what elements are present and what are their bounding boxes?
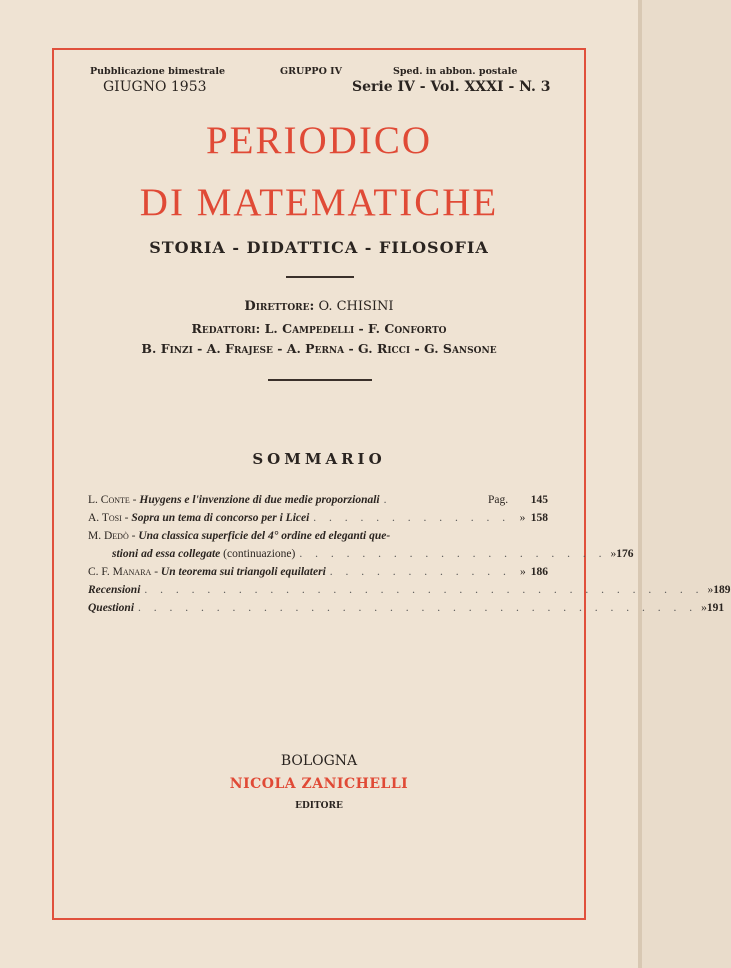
subtitle: STORIA - DIDATTICA - FILOSOFIA [149,238,489,257]
publisher-role: EDITORE [295,801,343,811]
page: 189 [713,584,731,596]
author: M. Dedò [88,530,129,542]
extra: (continuazione) [223,548,296,560]
title: Recensioni [88,584,141,596]
title: Sopra un tema di concorso per i Licei [131,512,310,524]
divider [286,276,354,278]
page-label: » [610,548,617,560]
divider [268,379,372,381]
page: 191 [706,602,725,614]
title: Questioni [88,602,135,614]
title-line1: PERIODICO [205,119,432,162]
toc-item: M. Dedò - Una classica superficie del 4° ordine ed eleganti que- [88,530,391,542]
toc-item: L. Conte - Huygens e l'invenzione di due medie proporzionali . Pag. 145 [88,494,548,506]
director-name: O. CHISINI [318,299,394,314]
publisher-name: NICOLA ZANICHELLI [229,776,409,792]
page-label: » [701,602,707,614]
page: 176 [616,548,634,560]
toc-item: Questioni . . . . . . . . . . . . . . . . . . . . . . . . . . . . . . . . . . . . » 191 [88,602,725,614]
table-of-contents [88,494,731,620]
author: A. Tosi [88,512,122,524]
toc-item: C. F. Manara - Un teorema sui triangoli equilateri . . . . . . . . . . . . » 186 [88,566,548,578]
page-label: Pag. [488,494,509,506]
director-label: Direttore: [244,299,315,314]
editors [52,321,586,336]
author: L. Conte [88,494,130,506]
page-label: » [519,566,526,578]
editors-label: Redattori: [191,321,261,336]
page: 145 [530,494,548,506]
toc-item: Recensioni . . . . . . . . . . . . . . . . . . . . . . . . . . . . . . . . . . . . » 189 [88,584,731,596]
postage: Sped. in abbon. postale [393,66,518,77]
page: 186 [530,566,548,578]
author: C. F. Manara [88,566,152,578]
director [52,299,586,314]
frequency: Pubblicazione bimestrale [90,66,225,77]
publisher-city: BOLOGNA [280,753,358,769]
series-volume: Serie IV - Vol. XXXI - N. 3 [352,79,551,95]
page-label: » [707,584,714,596]
page: 158 [530,512,548,524]
title: Huygens e l'invenzione di due medie proporzionali [139,494,380,506]
title: Un teorema sui triangoli equilateri [160,566,326,578]
title2: stioni ad essa collegate [112,548,221,560]
issue-date: GIUGNO 1953 [103,79,207,95]
group: GRUPPO IV [280,66,342,77]
title: Una classica superficie del 4° ordine ed eleganti que- [138,530,391,542]
editors-line2: B. Finzi - A. Frajese - A. Perna - G. Ricci - G. Sansone [141,341,497,356]
title-line2: DI MATEMATICHE [139,181,499,224]
editors-line1: L. Campedelli - F. Conforto [264,321,447,336]
toc-item: A. Tosi - Sopra un tema di concorso per i Licei . . . . . . . . . . . . . » 158 [88,512,548,524]
page-label: » [519,512,526,524]
toc-item-continued: stioni ad essa collegate (continuazione) . . . . . . . . . . . . . . . . . . . . » 176 [112,548,634,560]
contents-heading: SOMMARIO [252,450,386,468]
